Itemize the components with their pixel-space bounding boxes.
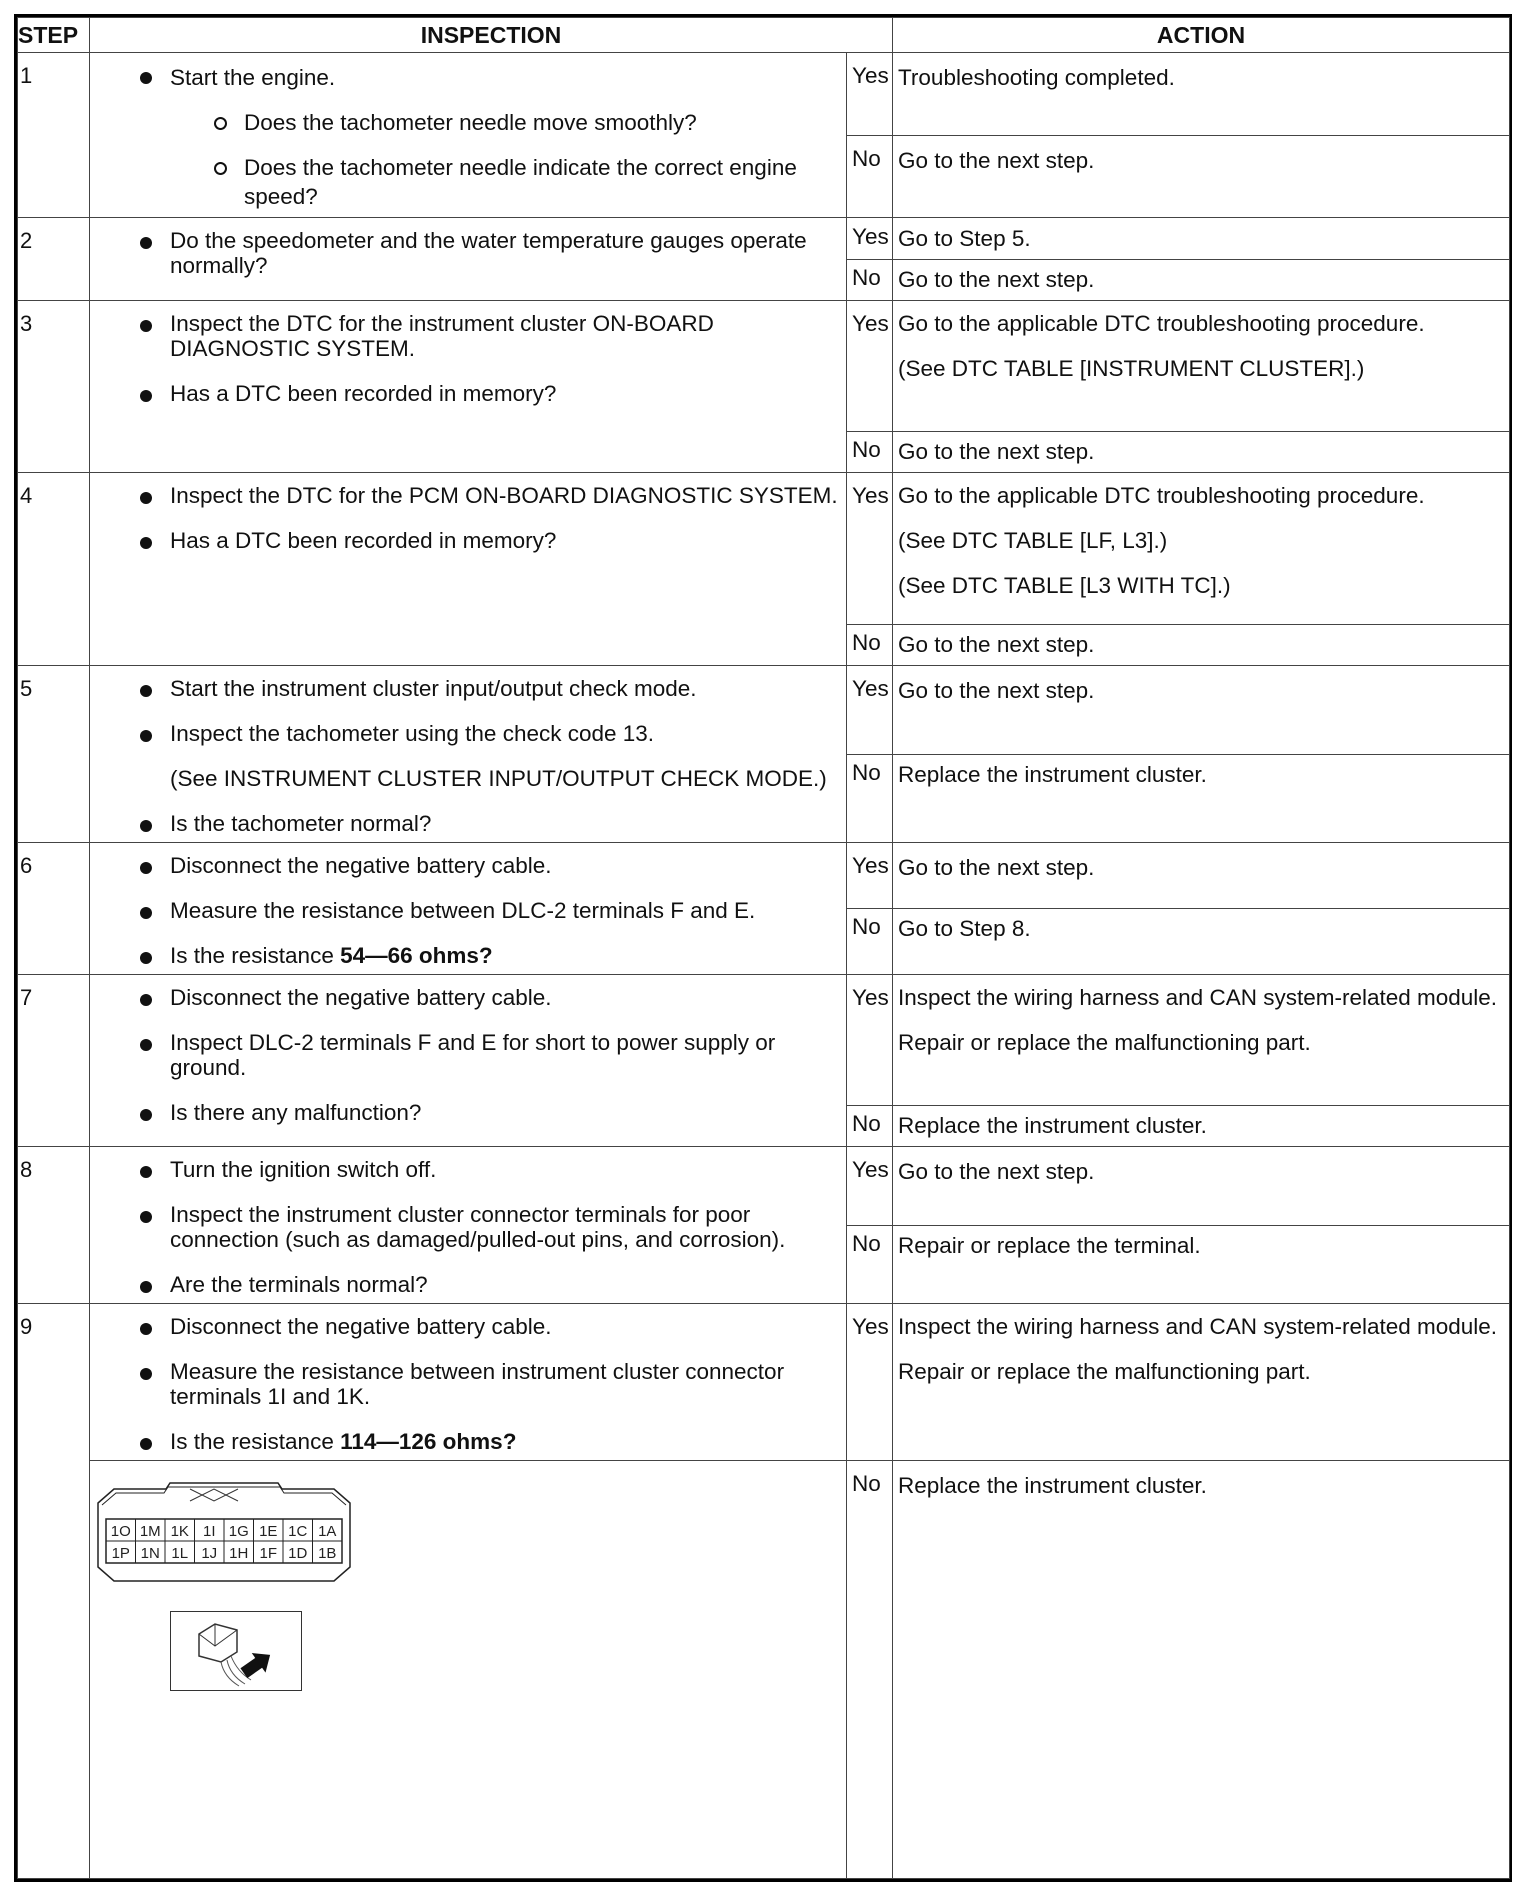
no-label: No bbox=[847, 1225, 893, 1304]
step-number: 8 bbox=[18, 1147, 90, 1304]
no-label: No bbox=[847, 135, 893, 218]
yes-action bbox=[893, 1304, 1510, 1461]
step-7-row bbox=[18, 975, 1510, 1106]
bullet: Disconnect the negative battery cable. bbox=[90, 1314, 838, 1339]
action-text: Repair or replace the terminal. bbox=[898, 1232, 1201, 1258]
step-number: 7 bbox=[18, 975, 90, 1147]
connector-figure-cell bbox=[90, 1461, 847, 1879]
step-4-row bbox=[18, 473, 1510, 625]
step-6-row bbox=[18, 843, 1510, 909]
inspection-cell bbox=[90, 975, 847, 1147]
bullet: Start the engine. bbox=[90, 63, 838, 92]
sub-bullet: Does the tachometer needle indicate the correct engine speed? bbox=[90, 153, 838, 211]
inspection-cell bbox=[90, 666, 847, 843]
action-text: (See DTC TABLE [INSTRUMENT CLUSTER].) bbox=[898, 356, 1365, 381]
bullet: Is the tachometer normal? bbox=[90, 811, 838, 836]
yes-label: Yes bbox=[847, 1304, 893, 1461]
inspection-cell bbox=[90, 473, 847, 666]
step-3-row bbox=[18, 301, 1510, 432]
resistance-spec: 114—126 ohms? bbox=[340, 1429, 517, 1454]
step-number: 3 bbox=[18, 301, 90, 473]
no-label: No bbox=[847, 625, 893, 666]
yes-label: Yes bbox=[847, 666, 893, 755]
step-9-row bbox=[18, 1304, 1510, 1461]
bullet: Are the terminals normal? bbox=[90, 1272, 838, 1297]
action-text: Go to the next step. bbox=[898, 1159, 1095, 1184]
inspection-cell bbox=[90, 1304, 847, 1461]
bullet-text: Is the resistance bbox=[170, 1429, 341, 1454]
inspection-cell bbox=[90, 53, 847, 218]
action-text: Go to the next step. bbox=[898, 855, 1095, 880]
connector-harness-thumbnail-icon bbox=[170, 1611, 302, 1691]
bullet bbox=[90, 1429, 838, 1454]
connector-pin-label: 1N bbox=[140, 1545, 160, 1562]
connector-pin-label: 1K bbox=[170, 1523, 189, 1540]
no-action bbox=[893, 625, 1510, 666]
connector-pin-label: 1L bbox=[171, 1545, 189, 1562]
bullet: Is there any malfunction? bbox=[90, 1100, 838, 1125]
step-5-row bbox=[18, 666, 1510, 755]
inspection-cell bbox=[90, 843, 847, 975]
connector-pin-label: 1D bbox=[288, 1545, 308, 1562]
header-row bbox=[18, 18, 1510, 53]
action-header: ACTION bbox=[893, 18, 1510, 53]
bullet: Do the speedometer and the water temperature gauges operate normally? bbox=[90, 228, 838, 278]
yes-label: Yes bbox=[847, 473, 893, 625]
step-number: 2 bbox=[18, 218, 90, 301]
bullet: Disconnect the negative battery cable. bbox=[90, 985, 838, 1010]
yes-action bbox=[893, 473, 1510, 625]
yes-action bbox=[893, 1147, 1510, 1226]
action-text: Inspect the wiring harness and CAN system-related module. bbox=[898, 1314, 1498, 1339]
action-text: Replace the instrument cluster. bbox=[898, 1113, 1207, 1138]
bullet-text: Is the resistance bbox=[170, 943, 341, 968]
bullet: Has a DTC been recorded in memory? bbox=[90, 528, 838, 553]
inspection-header: INSPECTION bbox=[90, 18, 893, 53]
bullet: Has a DTC been recorded in memory? bbox=[90, 381, 838, 406]
connector-pin-label: 1A bbox=[318, 1523, 337, 1540]
no-action bbox=[893, 1225, 1510, 1304]
connector-pin-label: 1E bbox=[259, 1523, 278, 1540]
connector-pin-label: 1I bbox=[202, 1523, 216, 1540]
yes-action bbox=[893, 975, 1510, 1106]
troubleshooting-table bbox=[17, 17, 1510, 1879]
no-action bbox=[893, 1461, 1510, 1879]
step-number: 9 bbox=[18, 1304, 90, 1879]
connector-pin-label: 1J bbox=[201, 1545, 218, 1562]
step-number: 6 bbox=[18, 843, 90, 975]
troubleshooting-document bbox=[14, 14, 1512, 1882]
yes-label: Yes bbox=[847, 301, 893, 432]
bullet: Inspect the tachometer using the check code 13. bbox=[90, 721, 838, 746]
action-text: Inspect the wiring harness and CAN system-related module. bbox=[898, 985, 1498, 1010]
yes-action bbox=[893, 53, 1510, 136]
connector-pin-label: 1P bbox=[111, 1545, 130, 1562]
yes-label: Yes bbox=[847, 53, 893, 136]
connector-pin-label: 1C bbox=[288, 1523, 308, 1540]
bullet: Inspect DLC-2 terminals F and E for short to power supply or ground. bbox=[90, 1030, 838, 1080]
no-action bbox=[893, 1106, 1510, 1147]
yes-label: Yes bbox=[847, 1147, 893, 1226]
no-label: No bbox=[847, 1461, 893, 1879]
bullet: Disconnect the negative battery cable. bbox=[90, 853, 838, 878]
action-text: Repair or replace the malfunctioning part. bbox=[898, 1030, 1311, 1055]
bullet: Measure the resistance between DLC-2 terminals F and E. bbox=[90, 898, 838, 923]
connector-diagram-icon bbox=[94, 1481, 354, 1589]
no-action bbox=[893, 260, 1510, 301]
pointer-arrow-icon bbox=[237, 1645, 277, 1683]
no-action bbox=[893, 135, 1510, 218]
yes-action bbox=[893, 218, 1510, 260]
action-text: Go to the next step. bbox=[898, 632, 1095, 657]
step-1-row bbox=[18, 53, 1510, 136]
action-text: Replace the instrument cluster. bbox=[898, 1473, 1207, 1498]
bullet: Turn the ignition switch off. bbox=[90, 1157, 838, 1182]
no-action bbox=[893, 909, 1510, 975]
resistance-spec: 54—66 ohms? bbox=[340, 943, 493, 968]
inspection-cell bbox=[90, 301, 847, 473]
action-text: Go to the applicable DTC troubleshooting procedure. bbox=[898, 311, 1425, 336]
bullet bbox=[90, 943, 838, 968]
action-text: Go to the applicable DTC troubleshooting procedure. bbox=[898, 483, 1425, 508]
yes-label: Yes bbox=[847, 218, 893, 260]
action-text: Go to the next step. bbox=[898, 678, 1095, 703]
action-text: Repair or replace the malfunctioning part. bbox=[898, 1359, 1311, 1384]
action-text: Go to Step 5. bbox=[898, 226, 1031, 251]
no-label: No bbox=[847, 432, 893, 473]
connector-pin-label: 1O bbox=[110, 1523, 131, 1540]
bullet: Inspect the instrument cluster connector terminals for poor connection (such as damaged/pulled-out pins, and corrosion). bbox=[90, 1202, 838, 1252]
step-2-row bbox=[18, 218, 1510, 260]
connector-pin-label: 1F bbox=[259, 1545, 278, 1562]
action-text: (See DTC TABLE [L3 WITH TC].) bbox=[898, 573, 1231, 598]
no-label: No bbox=[847, 1106, 893, 1147]
bullet: Start the instrument cluster input/output check mode. bbox=[90, 676, 838, 701]
no-label: No bbox=[847, 754, 893, 843]
yes-label: Yes bbox=[847, 843, 893, 909]
step-number: 5 bbox=[18, 666, 90, 843]
yes-label: Yes bbox=[847, 975, 893, 1106]
connector-pin-label: 1B bbox=[318, 1545, 337, 1562]
bullet: Inspect the DTC for the instrument cluster ON-BOARD DIAGNOSTIC SYSTEM. bbox=[90, 311, 838, 361]
step-number: 4 bbox=[18, 473, 90, 666]
sub-bullet: Does the tachometer needle move smoothly? bbox=[90, 108, 838, 137]
action-text: Go to Step 8. bbox=[898, 916, 1031, 941]
yes-action bbox=[893, 666, 1510, 755]
action-text: Go to the next step. bbox=[898, 439, 1095, 464]
action-text: Go to the next step. bbox=[898, 267, 1095, 292]
step-header: STEP bbox=[18, 18, 90, 53]
no-action bbox=[893, 432, 1510, 473]
action-text: Go to the next step. bbox=[898, 147, 1095, 173]
inspection-cell bbox=[90, 218, 847, 301]
connector-pin-label: 1G bbox=[228, 1523, 249, 1540]
action-text: (See DTC TABLE [LF, L3].) bbox=[898, 528, 1168, 553]
connector-pin-label: 1M bbox=[139, 1523, 161, 1540]
connector-pin-label: 1H bbox=[229, 1545, 249, 1562]
action-text: Replace the instrument cluster. bbox=[898, 761, 1207, 787]
bullet: Measure the resistance between instrument cluster connector terminals 1I and 1K. bbox=[90, 1359, 838, 1409]
no-label: No bbox=[847, 260, 893, 301]
bullet: Inspect the DTC for the PCM ON-BOARD DIAGNOSTIC SYSTEM. bbox=[90, 483, 838, 508]
no-action bbox=[893, 754, 1510, 843]
inspection-cell bbox=[90, 1147, 847, 1304]
note-text: (See INSTRUMENT CLUSTER INPUT/OUTPUT CHECK MODE.) bbox=[170, 766, 827, 791]
action-text: Troubleshooting completed. bbox=[898, 65, 1175, 90]
step-number: 1 bbox=[18, 53, 90, 218]
no-label: No bbox=[847, 909, 893, 975]
yes-action bbox=[893, 301, 1510, 432]
step-8-row bbox=[18, 1147, 1510, 1226]
yes-action bbox=[893, 843, 1510, 909]
